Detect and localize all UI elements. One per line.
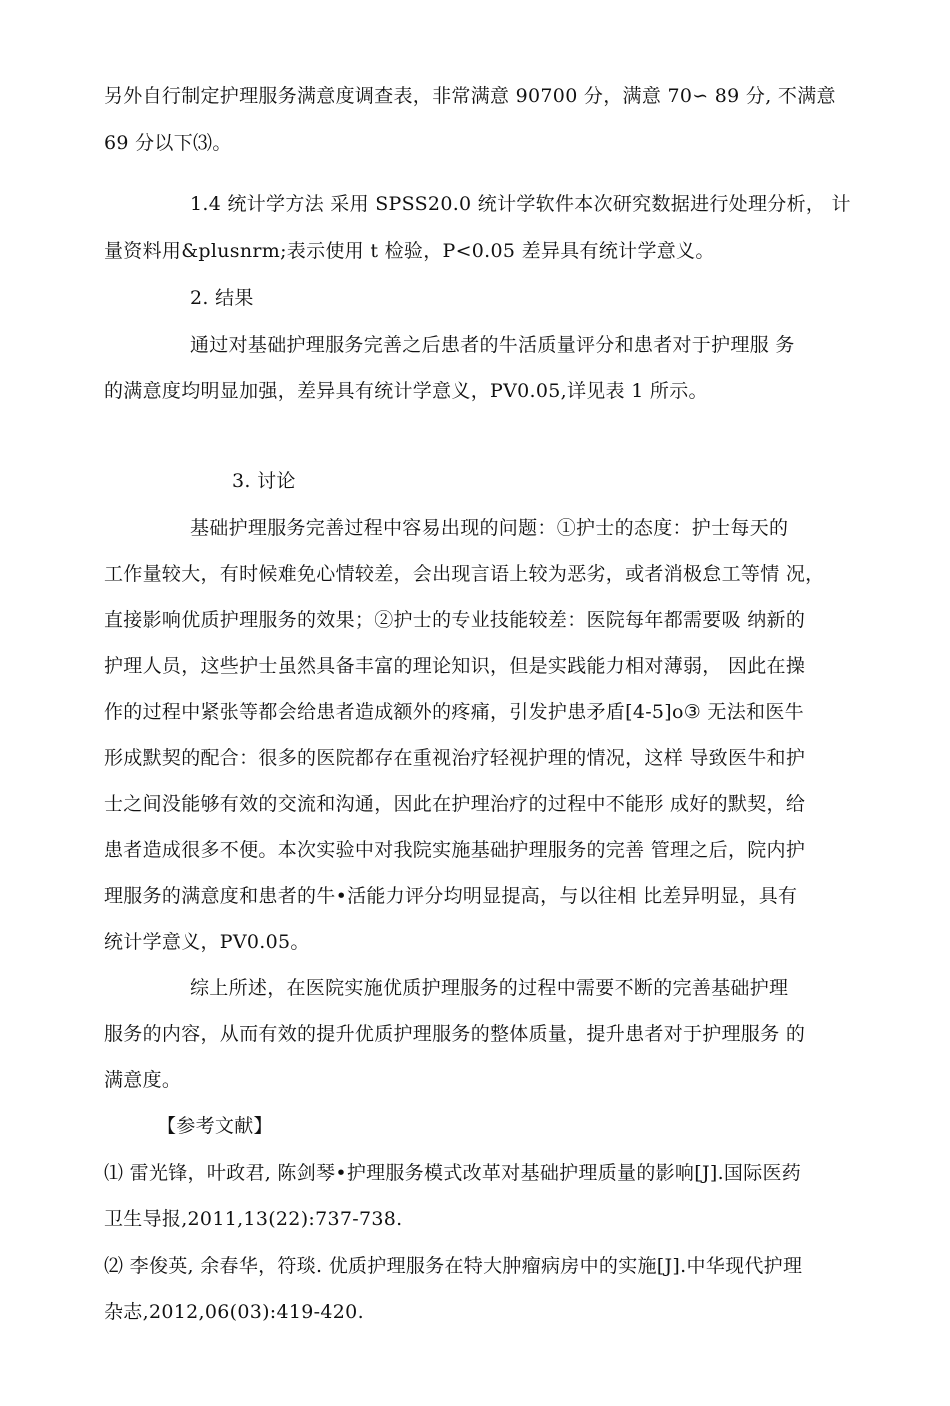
paragraph-line: 作的过程中紧张等都会给患者造成额外的疼痛，引发护患矛盾[4-5]o③ 无法和医牛 — [104, 701, 804, 723]
section-heading-results: 2. 结果 — [190, 287, 254, 309]
paragraph-line: 基础护理服务完善过程中容易出现的问题：①护士的态度：护士每天的 — [190, 517, 789, 539]
paragraph-line: 士之间没能够有效的交流和沟通，因此在护理治疗的过程中不能形 成好的默契，给 — [104, 793, 806, 815]
paragraph-line: 的满意度均明显加强，差异具有统计学意义，PV0.05,详见表 1 所示。 — [104, 380, 708, 402]
paragraph-line: 量资料用&plusnrm;表示使用 t 检验，P<0.05 差异具有统计学意义。 — [104, 240, 715, 262]
paragraph-line: 统计学意义，PV0.05。 — [104, 931, 310, 953]
paragraph-line: 服务的内容，从而有效的提升优质护理服务的整体质量，提升患者对于护理服务 的 — [104, 1023, 806, 1045]
paragraph-line: 69 分以下⑶。 — [104, 132, 232, 154]
reference-item: ⑴ 雷光锋，叶政君, 陈剑琴•护理服务模式改革对基础护理质量的影响[J].国际医药 — [104, 1162, 802, 1184]
paragraph-line: 综上所述，在医院实施优质护理服务的过程中需要不断的完善基础护理 — [190, 977, 789, 999]
paragraph-line: 患者造成很多不便。本次实验中对我院实施基础护理服务的完善 管理之后，院内护 — [104, 839, 806, 861]
paragraph-line: 护理人员，这些护士虽然具备丰富的理论知识，但是实践能力相对薄弱， 因此在操 — [104, 655, 806, 677]
paragraph-line: 另外自行制定护理服务满意度调查表，非常满意 90700 分，满意 70∽ 89 分, 不满意 — [104, 85, 836, 107]
reference-item-continued: 卫生导报,2011,13(22):737-738. — [104, 1208, 403, 1230]
references-heading: 【参考文献】 — [157, 1115, 273, 1137]
section-stats-method: 1.4 统计学方法 采用 SPSS20.0 统计学软件本次研究数据进行处理分析， 计 — [190, 193, 851, 215]
paragraph-line: 通过对基础护理服务完善之后患者的牛活质量评分和患者对于护理服 务 — [190, 334, 795, 356]
paragraph-line: 满意度。 — [104, 1069, 182, 1091]
paragraph-line: 工作量较大，有时候难免心情较差，会出现言语上较为恶劣，或者消极怠工等情 况， — [104, 563, 825, 585]
section-heading-discussion: 3. 讨论 — [232, 470, 296, 492]
paragraph-line: 理服务的满意度和患者的牛•活能力评分均明显提高，与以往相 比差异明显，具有 — [104, 885, 798, 907]
reference-item-continued: 杂志,2012,06(03):419-420. — [104, 1301, 364, 1323]
paragraph-line: 直接影响优质护理服务的效果；②护士的专业技能较差：医院每年都需要吸 纳新的 — [104, 609, 806, 631]
paragraph-line: 形成默契的配合：很多的医院都存在重视治疗轻视护理的情况，这样 导致医牛和护 — [104, 747, 806, 769]
reference-item: ⑵ 李俊英, 余春华，符琰. 优质护理服务在特大肿瘤病房中的实施[J].中华现代护理 — [104, 1255, 803, 1277]
